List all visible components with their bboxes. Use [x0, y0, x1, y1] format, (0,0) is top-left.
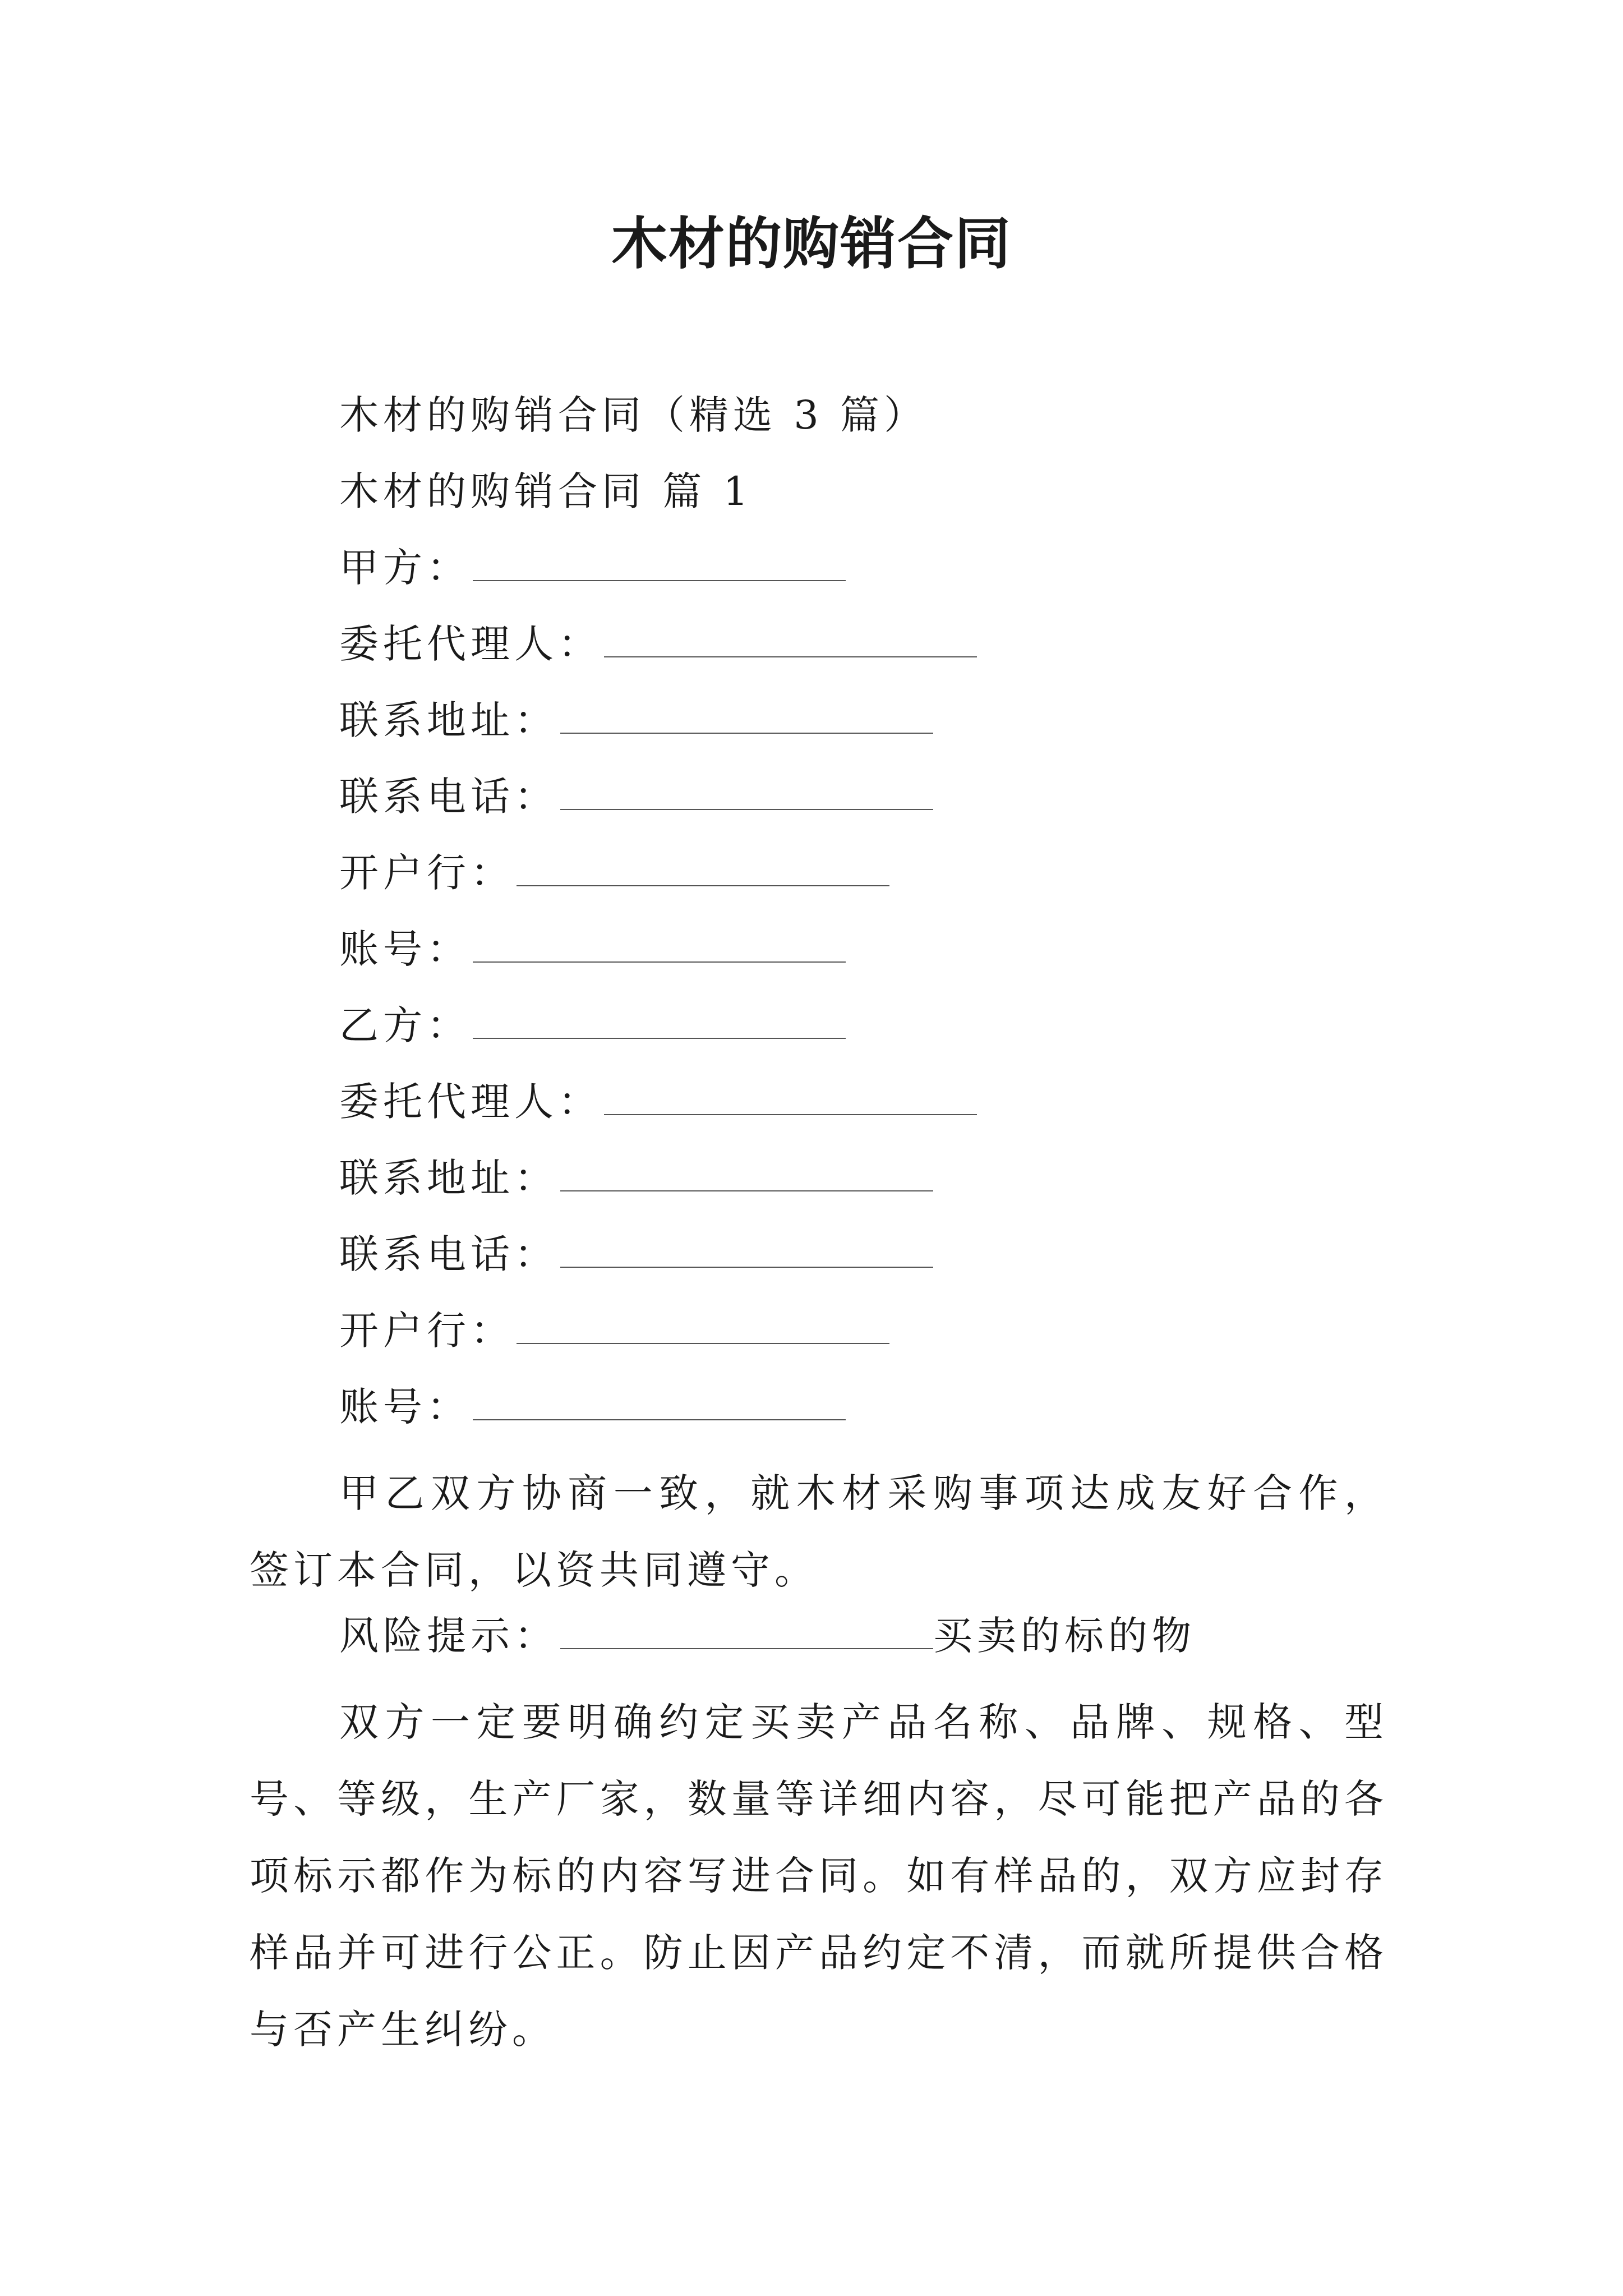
party-a-address-row	[339, 692, 933, 748]
risk-subject: 买卖的标的物	[933, 1613, 1196, 1659]
party-a-name-row	[339, 540, 846, 596]
party-b-address-row	[339, 1150, 933, 1206]
section-heading: 木材的购销合同 篇 1	[339, 468, 753, 514]
party-a-bank-row	[339, 845, 889, 901]
party-a-name-label: 甲方：	[339, 545, 471, 591]
party-a-bank-label: 开户行：	[339, 850, 514, 896]
document-title: 木材的购销合同	[611, 211, 1012, 277]
party-a-phone-blank	[560, 775, 933, 810]
party-a-account-label: 账号：	[339, 926, 471, 972]
party-b-name-row	[339, 997, 846, 1053]
risk-blank	[560, 1614, 933, 1649]
party-b-address-blank	[560, 1157, 933, 1191]
party-b-phone-row	[339, 1226, 933, 1282]
party-b-agent-row	[339, 1074, 977, 1130]
party-b-account-blank	[473, 1386, 846, 1420]
agreement-paragraph: 甲乙双方协商一致，就木材采购事项达成友好合作，签订本合同，以资共同遵守。	[250, 1470, 1388, 1593]
party-b-account-label: 账号：	[339, 1384, 471, 1430]
party-a-agent-blank	[604, 623, 977, 657]
party-b-account-row	[339, 1379, 846, 1435]
party-b-name-label: 乙方：	[339, 1002, 471, 1048]
party-a-account-row	[339, 921, 846, 977]
party-b-agent-blank	[604, 1080, 977, 1115]
party-b-agent-label: 委托代理人：	[339, 1079, 602, 1125]
party-b-phone-blank	[560, 1233, 933, 1268]
party-a-agent-label: 委托代理人：	[339, 621, 602, 667]
risk-label: 风险提示：	[339, 1613, 558, 1659]
party-b-address-label: 联系地址：	[339, 1155, 558, 1201]
party-b-bank-blank	[517, 1309, 889, 1344]
party-a-phone-row	[339, 769, 933, 825]
party-b-bank-label: 开户行：	[339, 1308, 514, 1354]
party-a-bank-blank	[517, 852, 889, 886]
document-subtitle: 木材的购销合同（精选 3 篇）	[339, 392, 928, 438]
party-b-bank-row	[339, 1303, 889, 1359]
party-a-address-blank	[560, 699, 933, 734]
party-a-name-blank	[473, 546, 846, 581]
party-a-phone-label: 联系电话：	[339, 774, 558, 820]
party-a-address-label: 联系地址：	[339, 697, 558, 743]
party-b-name-blank	[473, 1004, 846, 1039]
party-a-agent-row	[339, 616, 977, 672]
detail-paragraph: 双方一定要明确约定买卖产品名称、品牌、规格、型号、等级，生产厂家，数量等详细内容，尽可能把产品的各项标示都作为标的内容写进合同。如有样品的，双方应封存样品并可进行公正。防止因产品约定不清，而就所提供合格与否产生纠纷。	[250, 1699, 1388, 2053]
party-b-phone-label: 联系电话：	[339, 1231, 558, 1277]
party-a-account-blank	[473, 928, 846, 963]
risk-row	[339, 1608, 1196, 1664]
